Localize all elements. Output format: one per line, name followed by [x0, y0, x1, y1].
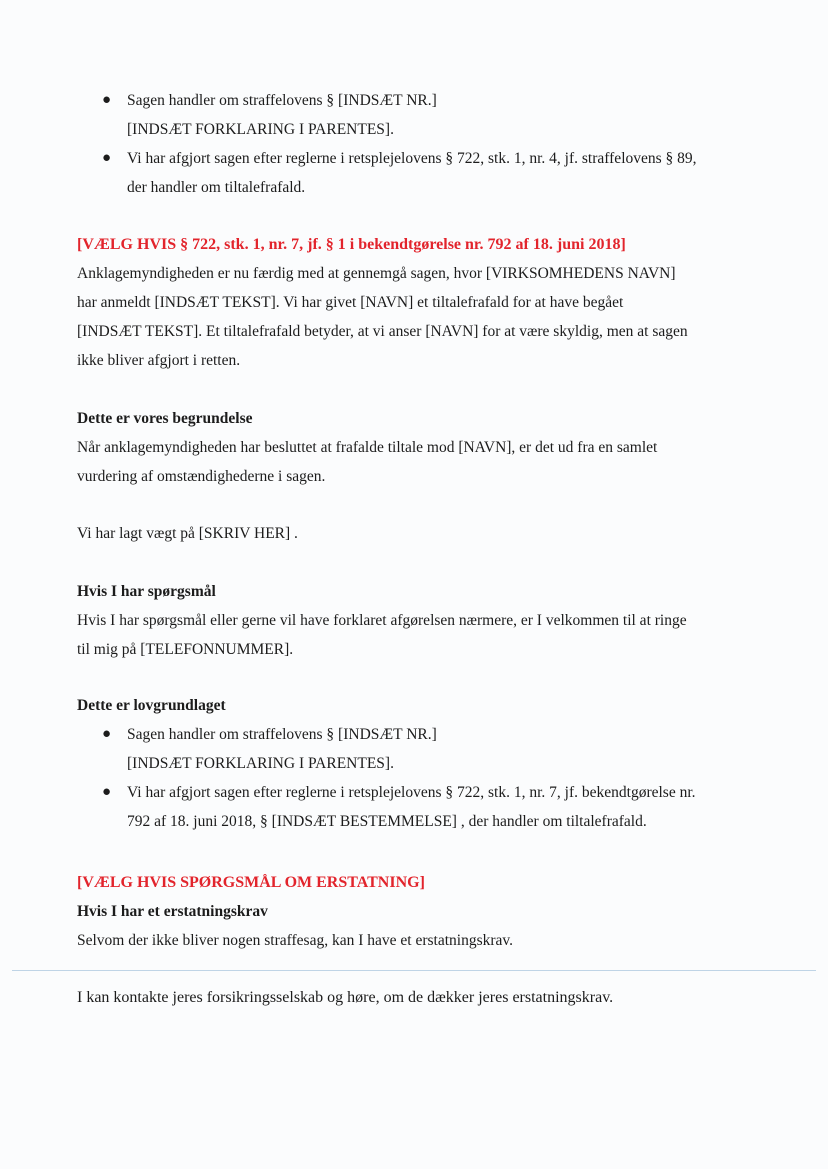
bullet-line: [INDSÆT FORKLARING I PARENTES].	[127, 755, 394, 772]
bullet-line: 792 af 18. juni 2018, § [INDSÆT BESTEMMELSE] , der handler om tiltalefrafald.	[127, 813, 647, 830]
choice-section	[77, 230, 757, 375]
bullet-icon: ●	[102, 150, 112, 166]
bullet-item	[77, 86, 757, 144]
bullet-line: Sagen handler om straffelovens § [INDSÆT NR.]	[127, 92, 437, 109]
section-heading: Hvis I har et erstatningskrav	[77, 903, 268, 920]
bullet-icon: ●	[102, 784, 112, 800]
bullet-icon: ●	[102, 726, 112, 742]
paragraph-line: Selvom der ikke bliver nogen straffesag, kan I have et erstatningskrav.	[77, 932, 514, 949]
reasoning-section	[77, 404, 757, 491]
section-heading: Dette er vores begrundelse	[77, 410, 253, 427]
bullet-icon: ●	[102, 92, 112, 108]
paragraph-line: I kan kontakte jeres forsikringsselskab og høre, om de dækker jeres erstatningskrav.	[77, 989, 614, 1006]
compensation-section	[77, 868, 757, 955]
paragraph-line: vurdering af omstændighederne i sagen.	[77, 468, 326, 485]
paragraph-line: Når anklagemyndigheden har besluttet at frafalde tiltale mod [NAVN], er det ud fra en samlet	[77, 439, 658, 456]
questions-section	[77, 577, 757, 664]
divider-rule	[12, 970, 816, 971]
bullet-item	[77, 778, 757, 836]
paragraph-line: Hvis I har spørgsmål eller gerne vil have forklaret afgørelsen nærmere, er I velkommen til at ringe	[77, 612, 687, 629]
choice-heading: [VÆLG HVIS SPØRGSMÅL OM ERSTATNING]	[77, 874, 425, 891]
bullet-line: Vi har afgjort sagen efter reglerne i retsplejelovens § 722, stk. 1, nr. 4, jf. straffelovens § 89,	[127, 150, 697, 167]
choice-heading: [VÆLG HVIS § 722, stk. 1, nr. 7, jf. § 1 i bekendtgørelse nr. 792 af 18. juni 2018]	[77, 236, 626, 253]
paragraph-line: ikke bliver afgjort i retten.	[77, 352, 241, 369]
insurance-paragraph	[77, 983, 757, 1012]
bullet-line: der handler om tiltalefrafald.	[127, 179, 306, 196]
legal-basis-section	[77, 691, 757, 836]
intro-bullets	[77, 86, 757, 202]
section-heading: Hvis I har spørgsmål	[77, 583, 216, 600]
paragraph-line: til mig på [TELEFONNUMMER].	[77, 641, 294, 658]
bullet-line: Vi har afgjort sagen efter reglerne i retsplejelovens § 722, stk. 1, nr. 7, jf. bekendtgørelse nr.	[127, 784, 696, 801]
bullet-item	[77, 144, 757, 202]
paragraph-line: [INDSÆT TEKST]. Et tiltalefrafald betyder, at vi anser [NAVN] for at være skyldig, men at sagen	[77, 323, 688, 340]
bullet-line: Sagen handler om straffelovens § [INDSÆT NR.]	[127, 726, 437, 743]
emphasis-paragraph	[77, 519, 757, 548]
paragraph-line: Vi har lagt vægt på [SKRIV HER] .	[77, 525, 298, 542]
section-heading: Dette er lovgrundlaget	[77, 697, 226, 714]
paragraph-line: Anklagemyndigheden er nu færdig med at gennemgå sagen, hvor [VIRKSOMHEDENS NAVN]	[77, 265, 676, 282]
bullet-item	[77, 720, 757, 778]
paragraph-line: har anmeldt [INDSÆT TEKST]. Vi har givet [NAVN] et tiltalefrafald for at have begået	[77, 294, 624, 311]
bullet-line: [INDSÆT FORKLARING I PARENTES].	[127, 121, 394, 138]
